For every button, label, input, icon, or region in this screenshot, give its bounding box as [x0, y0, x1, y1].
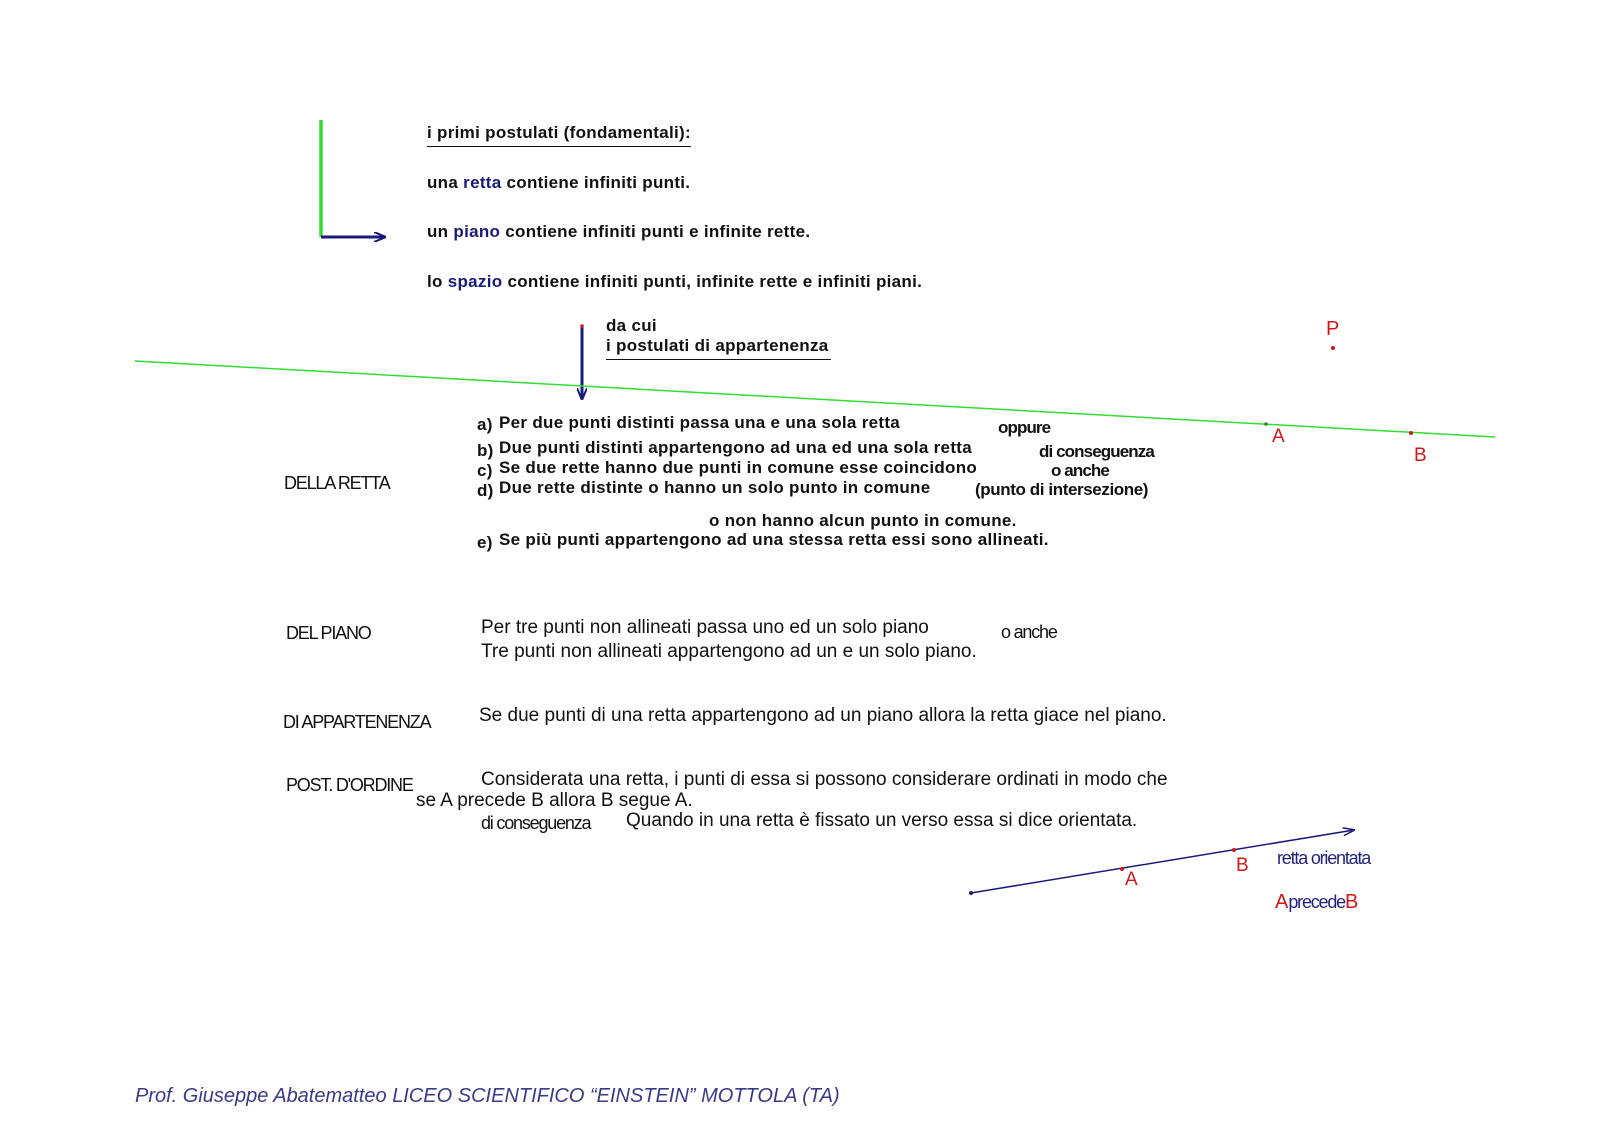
- term-spazio: spazio: [447, 272, 503, 291]
- del-piano-line2: Tre punti non allineati appartengono ad un e un solo piano.: [481, 641, 977, 662]
- del-piano-o-anche: o anche: [1001, 622, 1057, 642]
- postulate-spazio: lo spazio contiene infiniti punti, infinite rette e infiniti piani.: [427, 272, 923, 291]
- di-conseguenza-label: di conseguenza: [1039, 442, 1154, 461]
- item-e-letter: e): [477, 533, 493, 552]
- label-p: P: [1326, 318, 1340, 340]
- post-ordine-line2: se A precede B allora B segue A.: [416, 790, 693, 811]
- label-b-top: B: [1414, 445, 1427, 466]
- label-a-top: A: [1272, 426, 1285, 447]
- item-d-text: Due rette distinte o hanno un solo punto in comune: [499, 478, 931, 497]
- footer-credit: Prof. Giuseppe Abatematteo LICEO SCIENTIFICO “EINSTEIN” MOTTOLA (TA): [135, 1085, 840, 1107]
- item-c-text: Se due rette hanno due punti in comune esse coincidono: [499, 458, 978, 477]
- point-a-top: [1264, 422, 1268, 426]
- item-c-letter: c): [477, 461, 493, 480]
- label-della-retta: DELLA RETTA: [284, 473, 390, 493]
- da-cui-label: da cui: [606, 316, 657, 335]
- item-a-letter: a): [477, 415, 493, 434]
- item-b-text: Due punti distinti appartengono ad una ed una sola retta: [499, 438, 972, 457]
- point-a-bottom: [1120, 867, 1124, 871]
- di-appartenenza-text: Se due punti di una retta appartengono ad un piano allora la retta giace nel piano.: [479, 705, 1167, 726]
- a-precede-b-caption: AprecedeB: [1275, 891, 1359, 913]
- label-b-bottom: B: [1236, 855, 1249, 876]
- item-e-text: Se più punti appartengono ad una stessa retta essi sono allineati.: [499, 530, 1049, 549]
- post-ordine-line3: Quando in una retta è fissato un verso essa si dice orientata.: [626, 810, 1138, 831]
- point-b-bottom: [1232, 848, 1236, 852]
- post-ordine-di-conseguenza: di conseguenza: [481, 813, 591, 833]
- postulate-piano: un piano contiene infiniti punti e infinite rette.: [427, 222, 811, 241]
- o-non-hanno-label: o non hanno alcun punto in comune.: [709, 511, 1017, 530]
- label-a-bottom: A: [1125, 869, 1138, 890]
- postulati-appartenenza-title: i postulati di appartenenza: [606, 336, 831, 360]
- oppure-label: oppure: [998, 418, 1051, 437]
- label-del-piano: DEL PIANO: [286, 623, 371, 643]
- label-post-ordine: POST. D'ORDINE: [286, 775, 413, 795]
- o-anche-label: o anche: [1051, 461, 1109, 480]
- post-ordine-line1: Considerata una retta, i punti di essa si possono considerare ordinati in modo che: [481, 769, 1168, 790]
- item-b-letter: b): [477, 441, 494, 460]
- item-d-letter: d): [477, 481, 494, 500]
- point-p: [1331, 346, 1335, 350]
- item-a-text: Per due punti distinti passa una e una sola retta: [499, 413, 901, 432]
- del-piano-line1: Per tre punti non allineati passa uno ed un solo piano: [481, 617, 929, 638]
- term-piano: piano: [453, 222, 501, 241]
- point-b-top: [1409, 431, 1413, 435]
- postulate-retta: una retta contiene infiniti punti.: [427, 173, 691, 192]
- section-title: i primi postulati (fondamentali):: [427, 123, 691, 147]
- punto-intersezione-label: (punto di intersezione): [975, 480, 1149, 499]
- label-di-appartenenza: DI APPARTENENZA: [283, 712, 431, 732]
- retta-orientata-caption: retta orientata: [1277, 848, 1371, 868]
- term-retta: retta: [463, 173, 502, 192]
